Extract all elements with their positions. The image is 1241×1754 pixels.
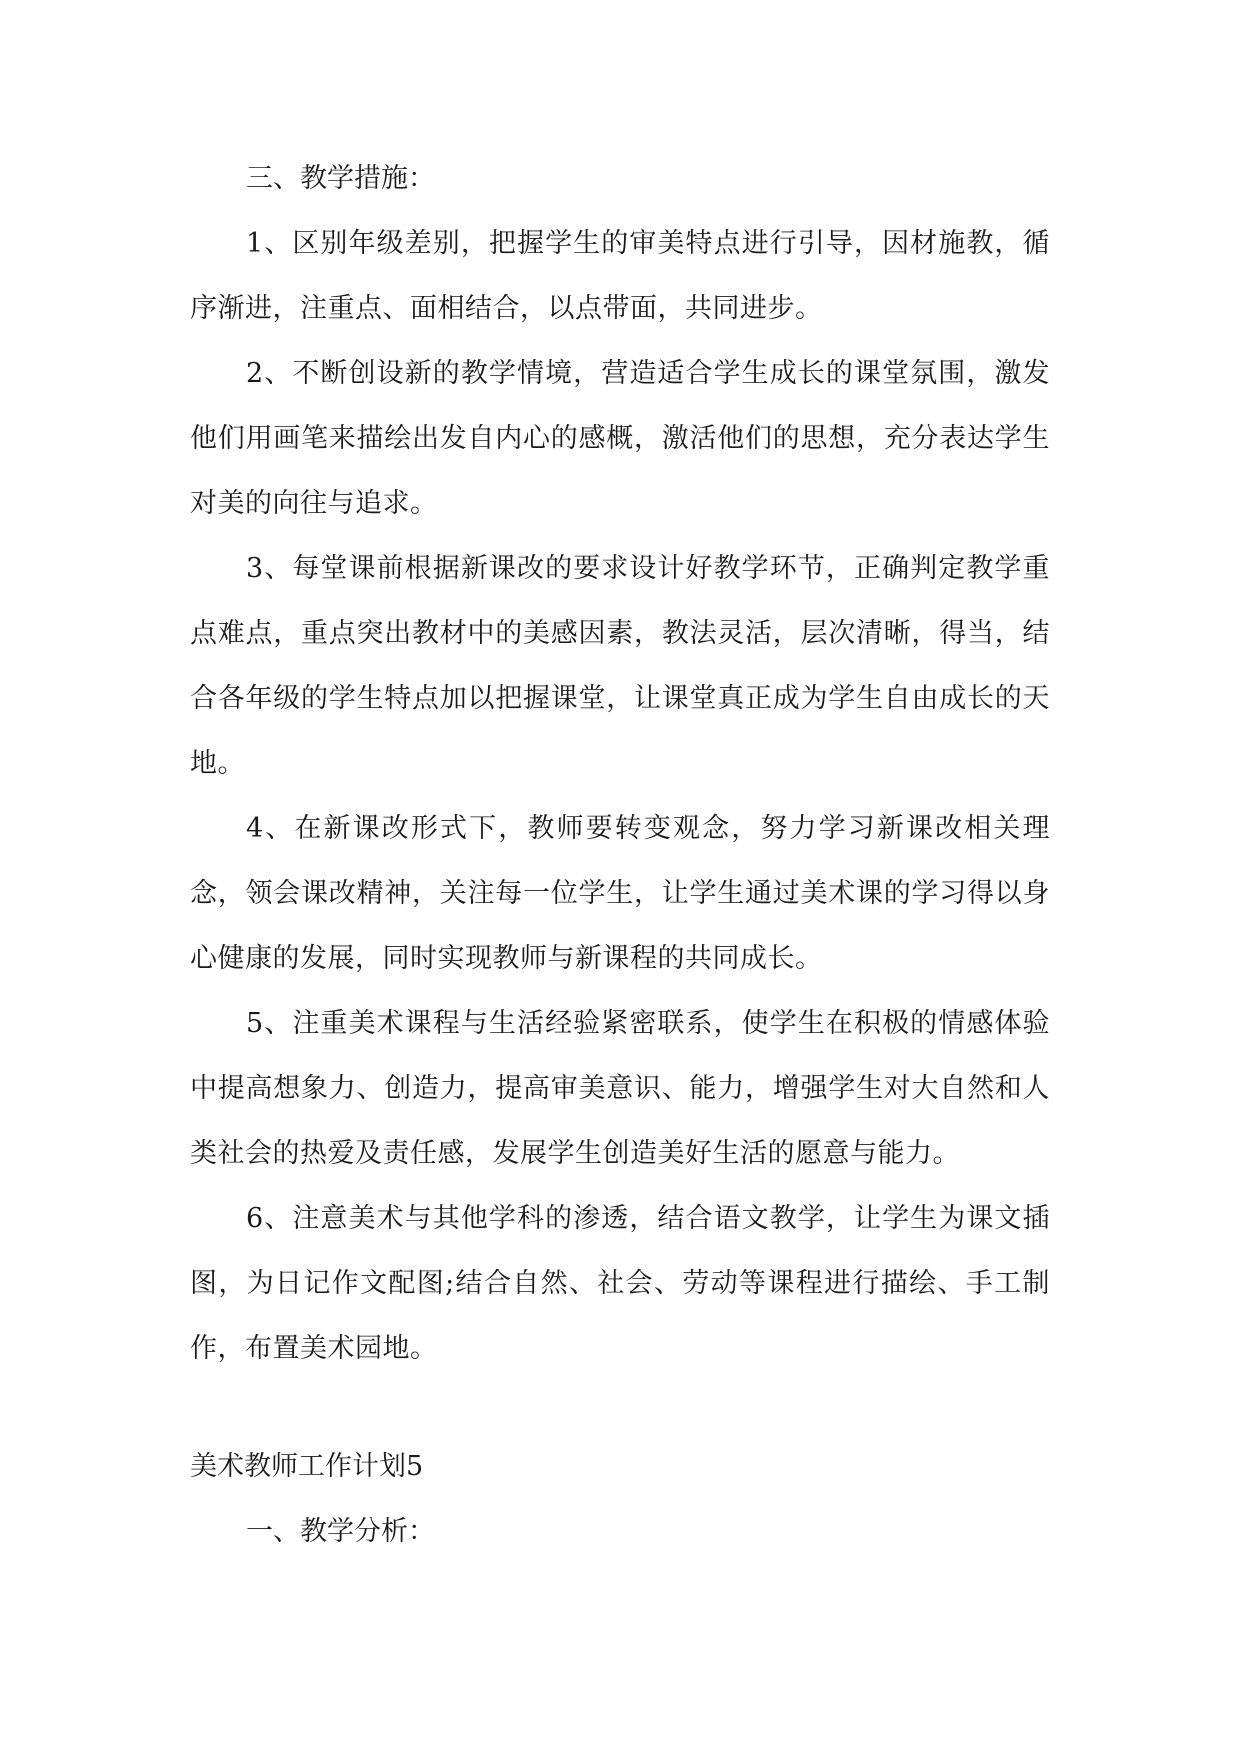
measure-paragraph-1: 1、区别年级差别，把握学生的审美特点进行引导，因材施教，循序渐进，注重点、面相结合，以点带面，共同进步。: [190, 228, 1050, 324]
measure-paragraph-2: 2、不断创设新的教学情境，营造适合学生成长的课堂氛围，激发他们用画笔来描绘出发自内心的感概，激活他们的思想，充分表达学生对美的向往与追求。: [190, 358, 1050, 519]
document-body: [190, 146, 1050, 1564]
plan-title: 美术教师工作计划5: [190, 1451, 424, 1482]
section-heading: 三、教学措施：: [246, 163, 435, 194]
measure-paragraph-5: 5、注重美术课程与生活经验紧密联系，使学生在积极的情感体验中提高想象力、创造力，提高审美意识、能力，增强学生对大自然和人类社会的热爱及责任感，发展学生创造美好生活的愿意与能力。: [190, 1008, 1050, 1169]
next-section-heading: 一、教学分析：: [246, 1516, 435, 1547]
measure-paragraph-3: 3、每堂课前根据新课改的要求设计好教学环节，正确判定教学重点难点，重点突出教材中的美感因素，教法灵活，层次清晰，得当，结合各年级的学生特点加以把握课堂，让课堂真正成为学生自由成长的天地。: [190, 553, 1050, 779]
measure-paragraph-6: 6、注意美术与其他学科的渗透，结合语文教学，让学生为课文插图，为日记作文配图;结合自然、社会、劳动等课程进行描绘、手工制作，布置美术园地。: [190, 1203, 1050, 1364]
measure-paragraph-4: 4、在新课改形式下，教师要转变观念，努力学习新课改相关理念，领会课改精神，关注每一位学生，让学生通过美术课的学习得以身心健康的发展，同时实现教师与新课程的共同成长。: [190, 813, 1050, 974]
